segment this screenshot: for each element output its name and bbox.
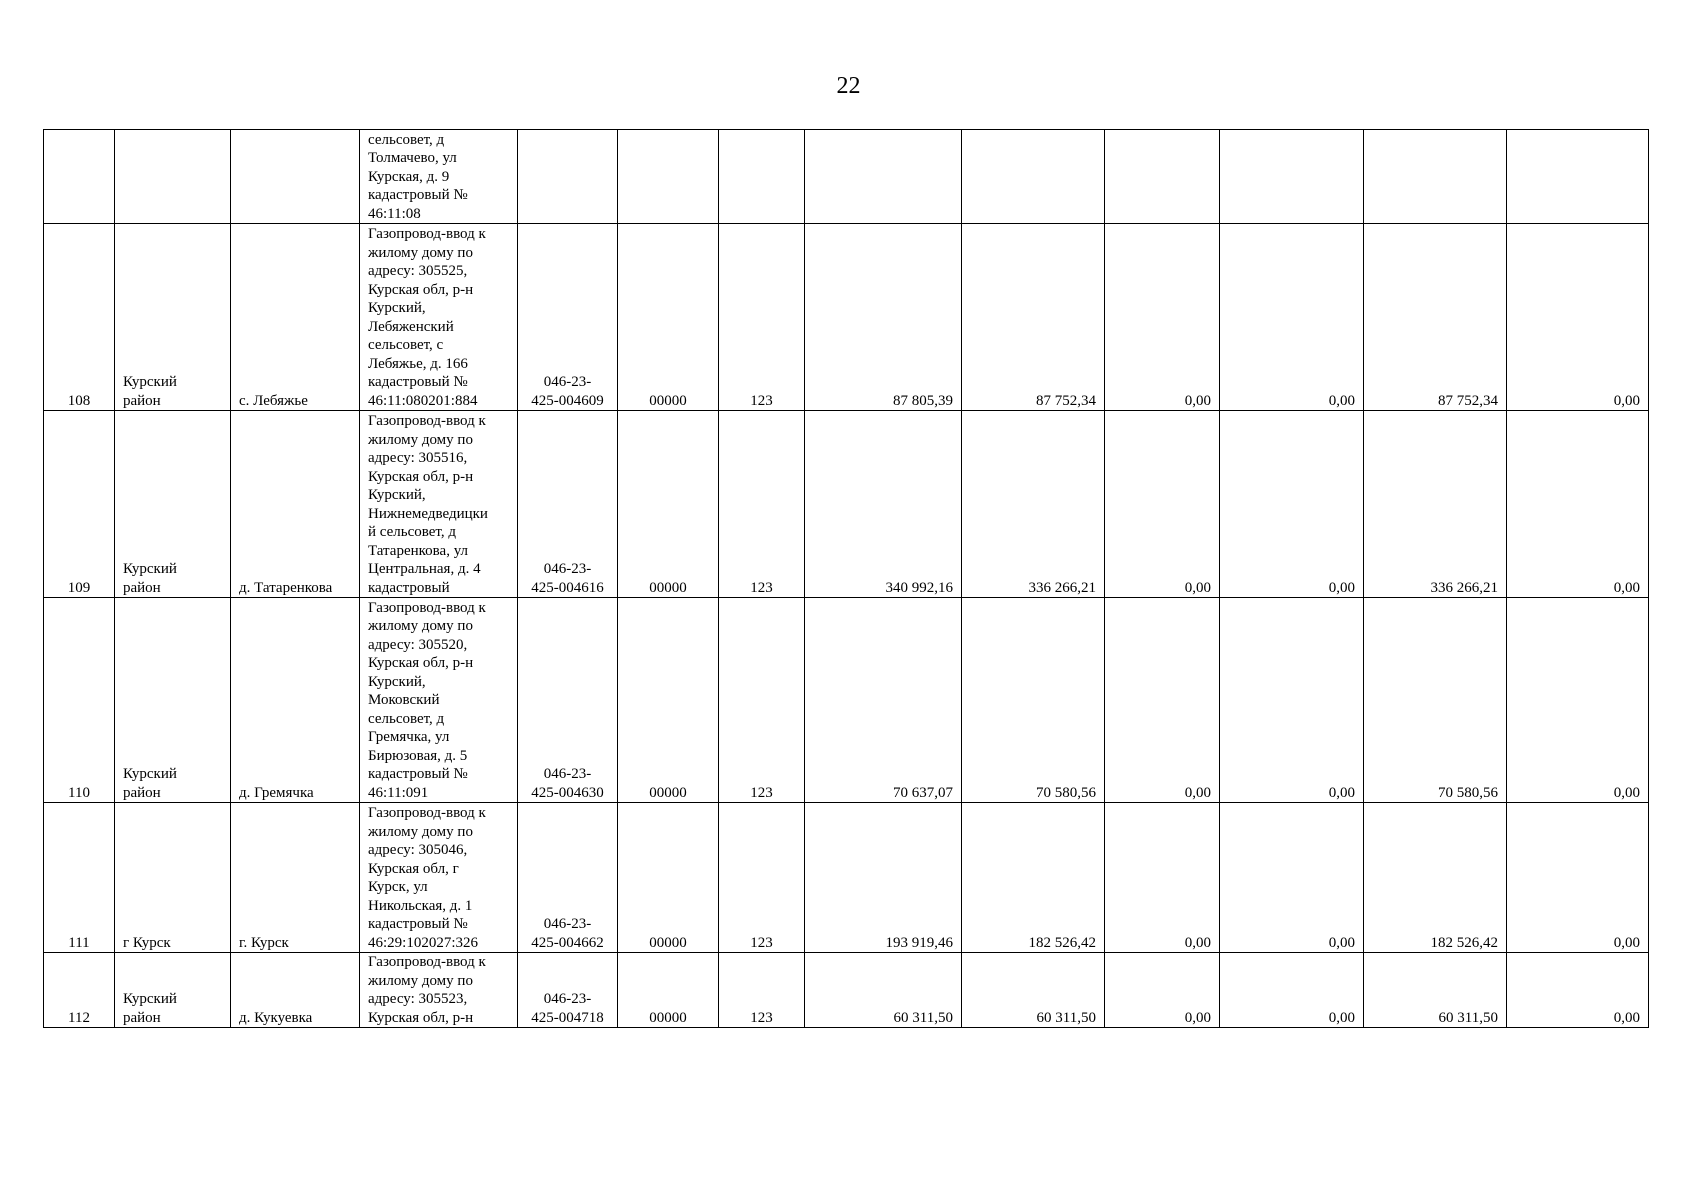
cell-code: [518, 224, 618, 411]
code-line: 425-004609: [531, 392, 604, 409]
description-line: Курская обл, р-н: [368, 468, 474, 485]
description-line: Толмачево, ул: [368, 150, 457, 166]
district-line: Курский: [123, 766, 177, 782]
district-line: район: [123, 1009, 161, 1026]
description-line: Курская обл, р-н: [368, 655, 474, 671]
cell-value-3: 0,00: [1105, 411, 1220, 598]
description-line: й сельсовет, д: [368, 524, 456, 540]
cell-vid: 123: [719, 224, 805, 411]
cell-district: [115, 224, 231, 411]
cell-value-4: 0,00: [1220, 598, 1364, 803]
description-line: кадастровый: [368, 579, 450, 596]
code-line: 046-23-: [543, 916, 592, 932]
cell-locality: с. Лебяжье: [231, 224, 360, 411]
cell-kind: 00000: [618, 411, 719, 598]
cell-num: 112: [44, 953, 115, 1028]
table-row: [44, 224, 1649, 411]
cell-num: 110: [44, 598, 115, 803]
district-line: г Курск: [123, 934, 171, 951]
description-line: 46:11:091: [368, 784, 429, 801]
cell-value-6: 0,00: [1507, 411, 1649, 598]
code-line: 425-004662: [531, 934, 604, 951]
table-row: [44, 803, 1649, 953]
description-line: сельсовет, д: [368, 710, 445, 727]
cell-district: [115, 130, 231, 224]
code-line: 425-004718: [531, 1009, 604, 1026]
description-line: 46:11:08: [368, 205, 421, 222]
description-line: Курская обл, р-н: [368, 281, 474, 298]
description-line: адресу: 305046,: [368, 842, 468, 858]
cell-vid: 123: [719, 411, 805, 598]
cell-description: [360, 130, 518, 224]
cell-value-5: 87 752,34: [1364, 224, 1507, 411]
district-line: Курский: [123, 991, 177, 1007]
code-line: 046-23-: [543, 374, 592, 390]
page-number: 22: [836, 73, 861, 99]
description-line: Никольская, д. 1: [368, 897, 473, 914]
description-line: кадастровый №: [368, 187, 468, 203]
cell-code: [518, 411, 618, 598]
cell-vid: [719, 130, 805, 224]
cell-value-2: 336 266,21: [962, 411, 1105, 598]
cell-kind: 00000: [618, 224, 719, 411]
description-line: Лебяжье, д. 166: [368, 355, 468, 372]
description-line: сельсовет, с: [368, 337, 444, 353]
code-line: 425-004616: [531, 579, 604, 596]
cell-code: [518, 953, 618, 1028]
cell-value-1: 340 992,16: [805, 411, 962, 598]
cell-value-6: 0,00: [1507, 598, 1649, 803]
cell-code: [518, 803, 618, 953]
cell-vid: 123: [719, 803, 805, 953]
cell-num: 109: [44, 411, 115, 598]
cell-district: [115, 598, 231, 803]
cell-kind: 00000: [618, 598, 719, 803]
code-line: 425-004630: [531, 784, 604, 801]
cell-locality: д. Татаренкова: [231, 411, 360, 598]
description-line: жилому дому по: [368, 618, 473, 634]
cell-description: [360, 953, 518, 1028]
description-line: Моковский: [368, 692, 440, 708]
cell-value-6: 0,00: [1507, 803, 1649, 953]
cell-value-5: [1364, 130, 1507, 224]
description-line: Курск, ул: [368, 879, 428, 895]
district-line: район: [123, 392, 161, 409]
cell-value-5: 336 266,21: [1364, 411, 1507, 598]
cell-value-1: [805, 130, 962, 224]
cell-district: [115, 803, 231, 953]
cell-num: 111: [44, 803, 115, 953]
cell-district: [115, 411, 231, 598]
description-line: адресу: 305523,: [368, 991, 468, 1007]
description-line: Центральная, д. 4: [368, 561, 481, 577]
description-line: Газопровод-ввод к: [368, 413, 486, 429]
cell-value-5: 60 311,50: [1364, 953, 1507, 1028]
cell-district: [115, 953, 231, 1028]
cell-vid: 123: [719, 953, 805, 1028]
cell-num: [44, 130, 115, 224]
cell-value-2: 60 311,50: [962, 953, 1105, 1028]
code-line: 046-23-: [543, 766, 592, 782]
description-line: адресу: 305520,: [368, 636, 468, 653]
cell-description: [360, 803, 518, 953]
description-line: Курский,: [368, 673, 426, 690]
description-line: Курская, д. 9: [368, 168, 450, 185]
description-line: жилому дому по: [368, 823, 473, 840]
code-line: 046-23-: [543, 991, 592, 1007]
cell-value-3: 0,00: [1105, 953, 1220, 1028]
description-line: Гремячка, ул: [368, 729, 450, 745]
cell-value-2: 182 526,42: [962, 803, 1105, 953]
district-line: район: [123, 784, 161, 801]
description-line: адресу: 305516,: [368, 450, 468, 466]
description-line: Бирюзовая, д. 5: [368, 747, 468, 764]
cell-description: [360, 224, 518, 411]
district-line: Курский: [123, 374, 177, 390]
cell-description: [360, 411, 518, 598]
register-table: [43, 129, 1649, 1028]
description-line: Газопровод-ввод к: [368, 226, 486, 242]
description-line: Газопровод-ввод к: [368, 954, 486, 970]
code-line: 046-23-: [543, 561, 592, 577]
cell-value-5: 70 580,56: [1364, 598, 1507, 803]
cell-value-4: 0,00: [1220, 803, 1364, 953]
cell-locality: д. Кукуевка: [231, 953, 360, 1028]
cell-code: [518, 130, 618, 224]
cell-code: [518, 598, 618, 803]
cell-value-5: 182 526,42: [1364, 803, 1507, 953]
cell-description: [360, 598, 518, 803]
description-line: 46:29:102027:326: [368, 934, 479, 951]
table-row-continuation: [44, 130, 1649, 224]
description-line: Курская обл, г: [368, 860, 459, 877]
cell-value-1: 87 805,39: [805, 224, 962, 411]
description-line: Курский,: [368, 300, 426, 316]
cell-value-4: 0,00: [1220, 411, 1364, 598]
description-line: жилому дому по: [368, 431, 473, 448]
description-line: Газопровод-ввод к: [368, 599, 486, 616]
register-table-body: [44, 130, 1649, 1028]
description-line: сельсовет, д: [368, 131, 445, 148]
cell-value-6: 0,00: [1507, 953, 1649, 1028]
cell-kind: 00000: [618, 953, 719, 1028]
cell-locality: д. Гремячка: [231, 598, 360, 803]
description-line: жилому дому по: [368, 972, 473, 989]
cell-value-1: 60 311,50: [805, 953, 962, 1028]
cell-value-2: 70 580,56: [962, 598, 1105, 803]
cell-locality: [231, 130, 360, 224]
description-line: Татаренкова, ул: [368, 542, 469, 559]
district-line: Курский: [123, 561, 177, 577]
description-line: 46:11:080201:884: [368, 392, 478, 409]
cell-value-4: 0,00: [1220, 953, 1364, 1028]
description-line: Лебяженский: [368, 318, 454, 335]
cell-value-1: 193 919,46: [805, 803, 962, 953]
cell-locality: г. Курск: [231, 803, 360, 953]
cell-value-4: 0,00: [1220, 224, 1364, 411]
cell-kind: [618, 130, 719, 224]
cell-value-3: 0,00: [1105, 598, 1220, 803]
district-line: район: [123, 579, 161, 596]
cell-value-3: 0,00: [1105, 224, 1220, 411]
cell-num: 108: [44, 224, 115, 411]
description-line: кадастровый №: [368, 374, 468, 390]
cell-kind: 00000: [618, 803, 719, 953]
table-row: [44, 598, 1649, 803]
cell-value-6: [1507, 130, 1649, 224]
table-row: [44, 411, 1649, 598]
description-line: Курский,: [368, 487, 426, 503]
cell-value-3: 0,00: [1105, 803, 1220, 953]
cell-value-6: 0,00: [1507, 224, 1649, 411]
cell-value-1: 70 637,07: [805, 598, 962, 803]
cell-vid: 123: [719, 598, 805, 803]
description-line: кадастровый №: [368, 916, 468, 932]
description-line: Курская обл, р-н: [368, 1009, 474, 1026]
cell-value-3: [1105, 130, 1220, 224]
description-line: кадастровый №: [368, 766, 468, 782]
cell-value-2: [962, 130, 1105, 224]
table-row: [44, 953, 1649, 1028]
description-line: Газопровод-ввод к: [368, 805, 486, 821]
cell-value-4: [1220, 130, 1364, 224]
description-line: Нижнемедведицки: [368, 505, 488, 522]
description-line: адресу: 305525,: [368, 263, 468, 279]
cell-value-2: 87 752,34: [962, 224, 1105, 411]
description-line: жилому дому по: [368, 244, 473, 261]
